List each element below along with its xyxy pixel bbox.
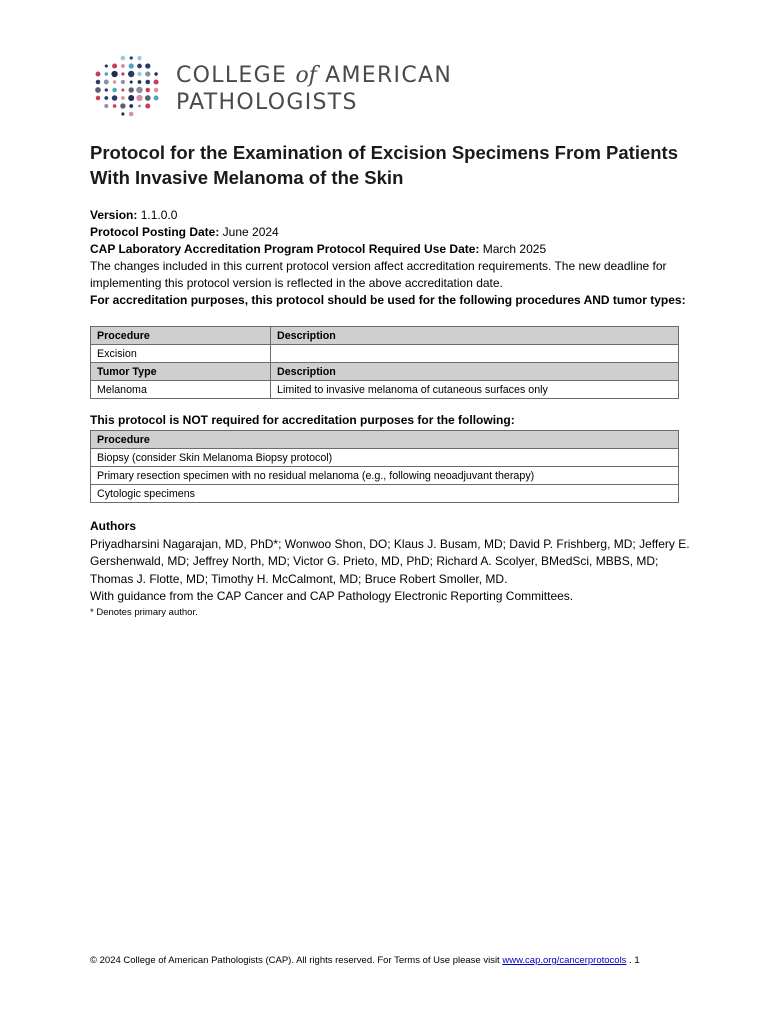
logo-dot [137,56,141,60]
logo-word-college: COLLEGE [176,63,296,88]
logo-dot [113,80,116,83]
logo-dot [138,80,142,84]
table-cell: Cytologic specimens [91,485,679,503]
logo-dot [120,103,125,108]
logo-dot [145,63,150,68]
table-row [91,345,679,363]
logo-dot [145,71,150,76]
version-label: Version: [90,208,138,222]
table-row [91,467,679,485]
logo-dot [121,112,124,115]
logo-dot [121,80,125,84]
protocol-metadata [90,207,690,309]
logo-word-pathologists: PATHOLOGISTS [176,90,358,115]
changes-paragraph: The changes included in this current protocol version affect accreditation requirements. The new deadline for implementing this protocol version is reflected in the above accreditation date. [90,259,667,290]
table-header-row [91,431,679,449]
posting-date-value: June 2024 [219,225,279,239]
not-required-heading: This protocol is NOT required for accreditation purposes for the following: [90,413,515,427]
logo-dot [146,80,151,85]
authors-section [90,518,690,620]
logo-dot [137,72,141,76]
logo-dot [96,72,101,77]
logo-dot [130,80,133,83]
table-header-row [91,327,679,345]
logo-dot [154,88,158,92]
not-required-table [90,430,679,503]
posting-date-label: Protocol Posting Date: [90,225,220,239]
logo-dot [129,63,134,68]
logo-dot [121,89,124,92]
logo-dot [95,87,101,93]
table-cell: Biopsy (consider Skin Melanoma Biopsy protocol) [91,449,679,467]
page-footer [90,955,690,966]
logo-dot [137,64,142,69]
logo-dot [129,104,133,108]
table-cell: Primary resection specimen with no residual melanoma (e.g., following neoadjuvant therapy) [91,467,679,485]
version-value: 1.1.0.0 [137,208,178,222]
logo-dot [145,103,150,108]
table-header-cell: Description [271,327,679,345]
logo-dot [145,95,151,101]
logo-dot [154,72,157,75]
page-number: . 1 [626,955,640,966]
logo-dot [121,56,126,61]
required-date-label: CAP Laboratory Accreditation Program Protocol Required Use Date: [90,242,480,256]
table-header-cell: Procedure [91,327,271,345]
cancer-protocols-link[interactable]: www.cap.org/cancerprotocols [502,955,627,966]
table-header-row [91,363,679,381]
logo-dot [105,64,108,67]
logo-dot [136,95,142,101]
logo-word-american: AMERICAN [316,63,453,88]
logo-dot [129,87,134,92]
cap-dot-grid-logo-icon [93,53,163,119]
logo-dot [112,63,117,68]
logo-word-of: of [295,63,317,88]
logo-dot [136,87,142,93]
table-header-cell: Procedure [91,431,679,449]
logo-dot [104,80,109,85]
cap-logo [93,53,493,123]
table-header-cell: Tumor Type [91,363,271,381]
logo-dot [113,104,117,108]
logo-dot [112,88,117,93]
table-row [91,449,679,467]
authors-guidance: With guidance from the CAP Cancer and CAP Pathology Electronic Reporting Committees. [90,589,574,603]
logo-dot [128,95,134,101]
accreditation-heading: For accreditation purposes, this protocol should be used for the following procedures AND tumor types: [90,293,686,307]
logo-dot [130,56,133,59]
logo-dot [154,79,159,84]
table-cell: Melanoma [91,381,271,399]
logo-dot [105,88,108,91]
logo-dot [121,96,125,100]
required-date-line [90,241,690,258]
posting-date-line [90,224,690,241]
authors-heading: Authors [90,519,136,533]
logo-dot [112,95,118,101]
logo-dot [154,96,159,101]
procedures-table [90,326,679,399]
logo-dot [105,72,108,75]
logo-dot [104,104,108,108]
logo-dot [121,64,125,68]
logo-dot [111,71,117,77]
table-cell [271,345,679,363]
table-row [91,485,679,503]
table-row [91,381,679,399]
logo-dot [128,71,134,77]
logo-dot [96,80,100,84]
required-date-value: March 2025 [479,242,547,256]
table-header-cell: Description [271,363,679,381]
logo-dot [104,96,108,100]
logo-wordmark [176,62,452,116]
logo-dot [121,72,124,75]
logo-dot [96,96,101,101]
authors-names: Priyadharsini Nagarajan, MD, PhD*; Wonwoo Shon, DO; Klaus J. Busam, MD; David P. Frishberg, MD; Jeffery E. Gershenwald, MD; Jeffrey North, MD; Victor G. Prieto, MD, PhD; Richard A. Scolyer, BMedSci, MBBS, MD; Thomas J. Flotte, MD; Timothy H. McCalmont, MD; Bruce Robert Smoller, MD. [90,536,690,586]
version-line [90,207,690,224]
document-title: Protocol for the Examination of Excision Specimens From Patients With Invasive Melanoma of the Skin [90,142,679,188]
primary-author-note: * Denotes primary author. [90,606,198,618]
table-cell: Limited to invasive melanoma of cutaneous surfaces only [271,381,679,399]
logo-dot [146,88,150,92]
copyright-text: © 2024 College of American Pathologists (CAP). All rights reserved. For Terms of Use please visit [90,955,503,966]
table-cell: Excision [91,345,271,363]
logo-dot [129,112,134,117]
logo-dot [138,105,141,108]
